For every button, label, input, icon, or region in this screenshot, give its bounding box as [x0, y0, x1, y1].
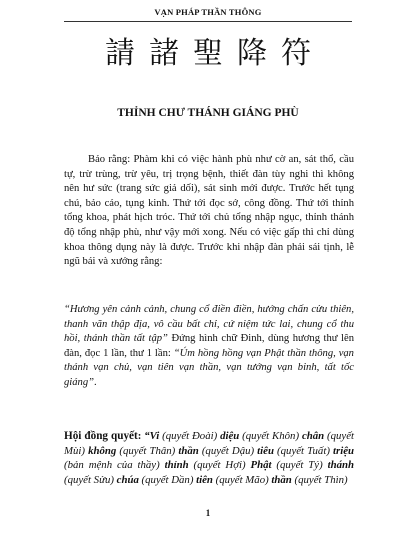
- incantation-word: thần: [271, 473, 292, 486]
- incantation-word: tiêu: [257, 444, 274, 457]
- incantation-word: thánh: [327, 459, 355, 472]
- quyet-note: (quyết Tuất): [273, 444, 334, 457]
- paragraph-intro: Bảo rằng: Phàm khi có việc hành phù như cờ an, sát thổ, cầu tự, trừ trùng, trừ yêu, trị trọng bệnh, thiết đàn tùy nghi thì không nên hư sức (trang sức giả dối), sát sinh mới được. Trước hết tụng chú, bảo cáo, tụng kinh. Thứ tới đọc sớ, công đồng. Thứ tới thỉnh tổng khoa, phát hịch tróc. Thứ tới chủ tổng nhập ngục, thỉnh thánh độ tổng nhập phù, như vậy mới xong. Nếu có việc gấp thì chỉ dùng khoa thông dụng này là được. Trước khi nhập đàn phải sái tịnh, lễ ngũ bái và xướng rằng:: [64, 154, 354, 268]
- invocation-end: .: [94, 376, 97, 388]
- paragraph-hoi-dong-quyet: [64, 429, 354, 487]
- mantra-quote: “Úm hồng hồng vạn Phật thần thông, vạn thánh vạn chủ, vạn tiên vạn thần, vạn tướng vạn binh, tất tốc giáng”: [64, 347, 354, 388]
- quyet-note: (bản mệnh của thầy): [64, 459, 165, 472]
- invocation-narration: Đứng hình chữ Đinh, dùng hương thư lên đàn, đọc 1 lần, thư 1 lần:: [64, 333, 355, 359]
- header-rule: [64, 21, 352, 22]
- quyet-note: (quyết Sửu): [64, 473, 117, 486]
- cjk-title: 請諸聖降符: [105, 36, 325, 71]
- incantation-word: thần: [178, 444, 199, 457]
- hoi-dong-quyet-colon: :: [137, 430, 145, 442]
- running-header: VẠN PHÁP THẦN THÔNG: [154, 7, 262, 17]
- incantation-word: “Vi: [144, 430, 160, 442]
- quyet-note: (quyết Thìn): [291, 473, 348, 486]
- incantation-word: chân: [301, 430, 325, 442]
- quyet-note: (quyết Dần): [138, 473, 197, 486]
- quyet-note: (quyết Hợi): [188, 459, 251, 472]
- quyet-note: (quyết Thân): [116, 444, 179, 457]
- paragraph-invocation: [64, 303, 354, 391]
- incantation-word: Phật: [250, 459, 272, 472]
- quyet-note: (quyết Đoài): [159, 430, 221, 442]
- vietnamese-title: THỈNH CHƯ THÁNH GIÁNG PHÙ: [117, 107, 299, 119]
- hoi-dong-quyet-lead: Hội đồng quyết: [64, 430, 138, 442]
- incantation-word: triệu: [333, 444, 355, 457]
- quyet-note: (quyết Khôn): [239, 430, 302, 442]
- incantation-word: diệu: [220, 430, 240, 442]
- quyet-note: (quyết Tý): [271, 459, 328, 472]
- incantation-word: tiên: [196, 473, 213, 486]
- page-number: 1: [205, 508, 211, 518]
- incantation-word: chúa: [116, 473, 139, 486]
- quyet-note: (quyết Dậu): [198, 444, 258, 457]
- incantation-word: không: [88, 444, 117, 457]
- quyet-note: (quyết Mão): [212, 473, 272, 486]
- quyet-note: (quyết Mùi): [64, 430, 355, 457]
- incantation-word: thỉnh: [164, 459, 189, 472]
- invocation-quote: “Hương yên cảnh cảnh, chung cổ điền điền, hướng chấn cửu thiên, thanh vãn thập địa, vô cầu bất chỉ, cứ niệm tức lai, chung cổ thu hồi, thánh thần tất tập”: [64, 304, 354, 345]
